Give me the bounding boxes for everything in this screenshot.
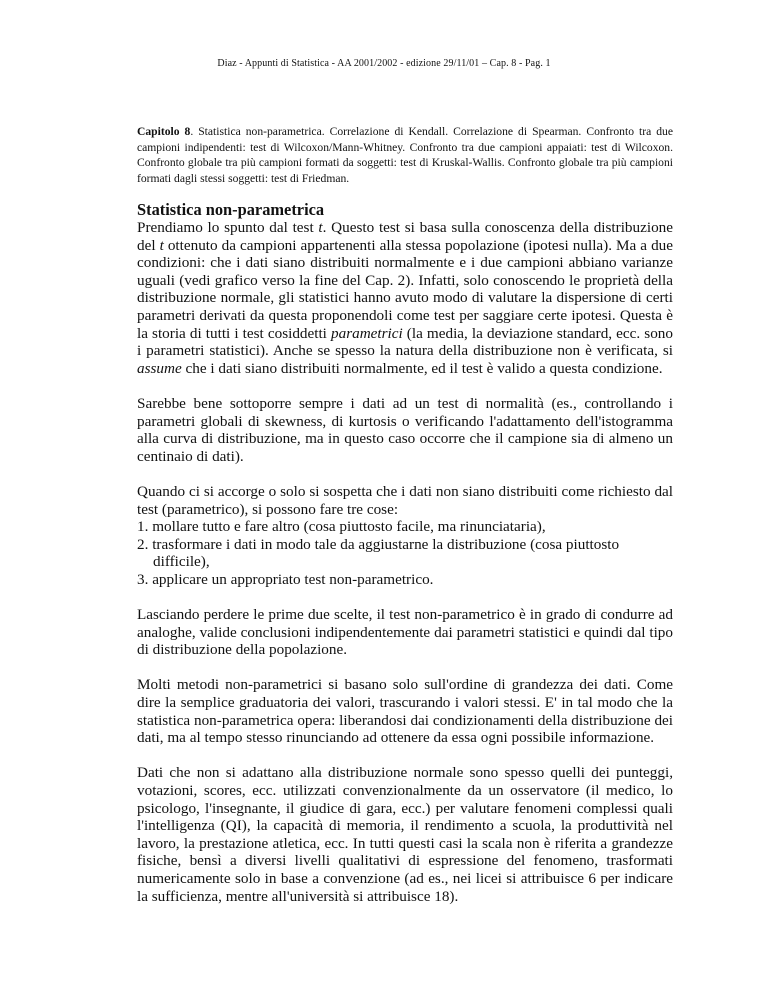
p1-italic-t1: t [318,219,323,236]
list-item [137,536,673,571]
paragraph-1 [137,219,673,377]
p1-text-d: (la media, la deviazione standard, ecc. sono i parametri statistici). Anche se spesso la natura della distribuzione non è verificata, si [137,324,673,360]
list-item-2-line-1: 2. trasformare i dati in modo tale da aggiustarne la distribuzione (cosa piuttosto [137,535,620,553]
document-body [137,201,673,923]
p1-text-b: . Questo test si basa sulla conoscenza della distribuzione del [137,219,674,254]
chapter-summary-text: . Statistica non-parametrica. Correlazione di Kendall. Correlazione di Spearman. Confronto tra due campioni indipendenti: test di Wilcoxon/Mann-Whitney. Confronto tra due campioni appaiati: test di Wilcoxon. Confronto globale tra più campioni formati da soggetti: test di Kruskal-Wallis. Confronto globale tra più campioni formati dagli stessi soggetti: test di Friedman. [137,125,673,185]
paragraph-5: Molti metodi non-parametrici si basano solo sull'ordine di grandezza dei dati. Come dire la semplice graduatoria dei valori, trascurando i valori stessi. E' in tal modo che la statistica non-parametrica opera: liberandosi dai condizionamenti della distribuzione dei dati, ma al tempo stesso rinunciando ad ottenere da essa ogni possibile informazione. [137,676,673,747]
paragraph-4: Lasciando perdere le prime due scelte, il test non-parametrico è in grado di condurre ad analoghe, valide conclusioni indipendentemente dai parametri statistici e quindi dal tipo di distribuzione della popolazione. [137,606,673,659]
section-title: Statistica non-parametrica [137,200,325,219]
list-item: 1. mollare tutto e fare altro (cosa piuttosto facile, ma rinunciataria), [137,518,546,536]
paragraph-6: Dati che non si adattano alla distribuzione normale sono spesso quelli dei punteggi, votazioni, scores, ecc. utilizzati convenzionalmente da un osservatore (il medico, lo psicologo, l'insegnante, il giudice di gara, ecc.) per valutare fenomeni complessi quali l'intelligenza (QI), la capacità di memoria, il rendimento a scuola, la produttività nel lavoro, la prestazione atletica, ecc. In tutti questi casi la scala non è riferita a grandezze fisiche, bensì a diversi livelli qualitativi di espressione del fenomeno, trasformati numericamente solo in base a convenzione (ad es., nei licei si attribuisce 6 per indicare la sufficienza, mentre all'università si attribuisce 18). [137,764,673,905]
list-item-2-line-2: difficile), [153,553,210,571]
page-header: Diaz - Appunti di Statistica - AA 2001/2002 - edizione 29/11/01 – Cap. 8 - Pag. 1 [217,58,551,69]
p1-italic-t2: t [159,236,164,254]
options-list [137,518,673,588]
list-item: 3. applicare un appropriato test non-parametrico. [137,570,434,588]
chapter-label: Capitolo 8 [137,125,191,138]
p1-italic-assume: assume [137,359,182,377]
p1-italic-parametrici: parametrici [331,324,403,342]
chapter-summary [137,124,673,186]
p1-text-a: Prendiamo lo spunto dal test [137,219,319,236]
p1-text-c: ottenuto da campioni appartenenti alla stessa popolazione (ipotesi nulla). Ma a due condizioni: che i dati siano distribuiti normalmente e i due campioni abbiano varianze uguali (vedi grafico verso la fine del Cap. 2). Infatti, solo conoscendo le proprietà della distribuzione normale, gli statistici hanno avuto modo di valutare la dispersione di certi parametri derivati da questa proponendoli come test per saggiare certe ipotesi. Questa è la storia di tutti i test cosiddetti [137,236,673,342]
p1-text-e: che i dati siano distribuiti normalmente, ed il test è valido a questa condizione. [181,359,663,377]
paragraph-2: Sarebbe bene sottoporre sempre i dati ad un test di normalità (es., controllando i parametri globali di skewness, di kurtosis o verificando l'adattamento dell'istogramma alla curva di distribuzione, ma in questo caso occorre che il campione sia di almeno un centinaio di dati). [137,394,673,465]
paragraph-3-intro: Quando ci si accorge o solo si sospetta che i dati non siano distribuiti come richiesto dal test (parametrico), si possono fare tre cose: [137,482,673,518]
